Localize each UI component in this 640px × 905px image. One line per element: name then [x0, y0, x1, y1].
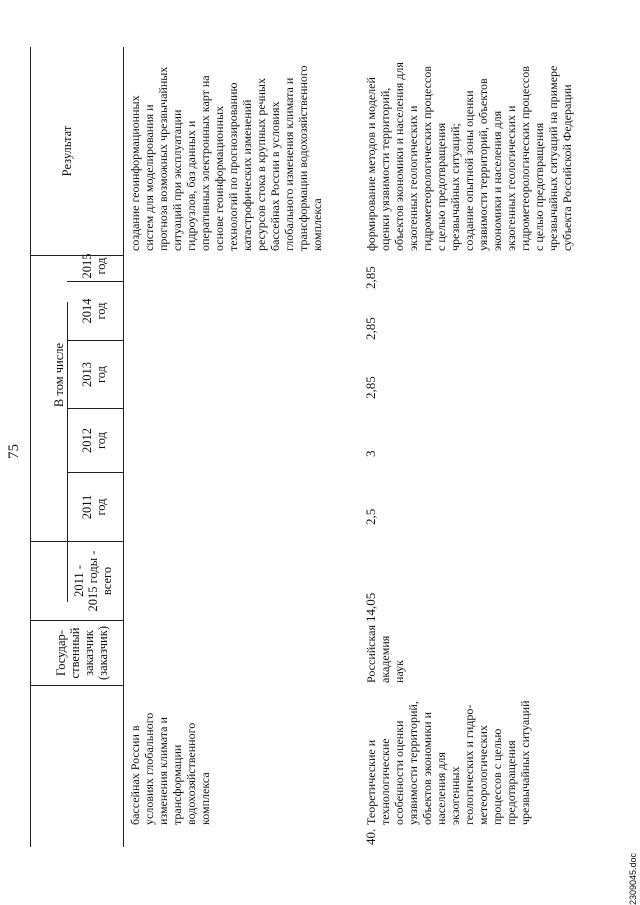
- header-bottom-border: [123, 47, 124, 847]
- row-2-year-2014: 2,85: [363, 317, 378, 340]
- row-2-customer: Российская академия наук: [364, 625, 406, 683]
- header-year-2012: 2012 год: [80, 428, 108, 453]
- row-2-number: 40.: [363, 828, 378, 845]
- header-year-2011: 2011 год: [80, 494, 108, 520]
- row-2-total: 14,05: [363, 592, 378, 622]
- header-year-2013: 2013 год: [80, 362, 108, 387]
- row-2-year-2012: 3: [363, 450, 378, 457]
- col-border-result: [30, 255, 123, 256]
- header-year-2015: 2015 год: [80, 253, 108, 279]
- row-2-year-2015: 2,85: [363, 266, 378, 289]
- col-border-name: [30, 685, 123, 686]
- row-2-year-2011: 2,5: [363, 508, 378, 525]
- row-2-year-2013: 2,85: [363, 376, 378, 399]
- row-2-name: Теоретические и технологические особенности оценки уязвимости территорий, объектов экономики и населения для экзогенных геологических и гидро- метеорологических процессов с целью предотвращения чрезвычайных ситуаций: [364, 700, 532, 825]
- row-1-name: бассейнах России в условиях глобального изменения климата и трансформации водохозяйственного комплекса: [128, 712, 212, 825]
- header-in-that-number: В том числе: [52, 342, 66, 408]
- row-1-result: создание геоинформационных систем для моделирования и прогноза возможных чрезвычайных ситуаций при эксплуатации гидроузлов, баз данных и оперативных электронных карт на основе геоинформационных технологий по прогнозированию катастрофических изменений ресурсов стока в крупных речных бассейнах России в условиях глобального изменения климата и трансформации водохозяйственного комплекса: [128, 65, 324, 251]
- table-top-border: [30, 47, 31, 847]
- header-result: Результат: [60, 125, 74, 177]
- footer-file-code: 2309045.doc: [628, 852, 638, 905]
- years-group-divider: [67, 302, 68, 602]
- page-number: 75: [6, 444, 22, 459]
- header-year-2014: 2014 год: [80, 298, 108, 324]
- header-customer: Государ- ственный заказчик (заказчик): [54, 626, 110, 680]
- row-2-result: формирование методов и моделей оценки уязвимости территорий, объектов экономики и населения для экзогенных геологических и гидрометеорологических процессов с целью предотвращения чрезвычайных ситуаций; создание опытной зоны оценки уязвимости территорий, объектов экономики и населения для экзогенных геологических и гидрометеорологических процессов с целью предотвращения чрезвычайных ситуаций на примере субъекта Российской Федерации: [364, 62, 574, 251]
- header-total: 2011 - 2015 годы - всего: [72, 550, 114, 612]
